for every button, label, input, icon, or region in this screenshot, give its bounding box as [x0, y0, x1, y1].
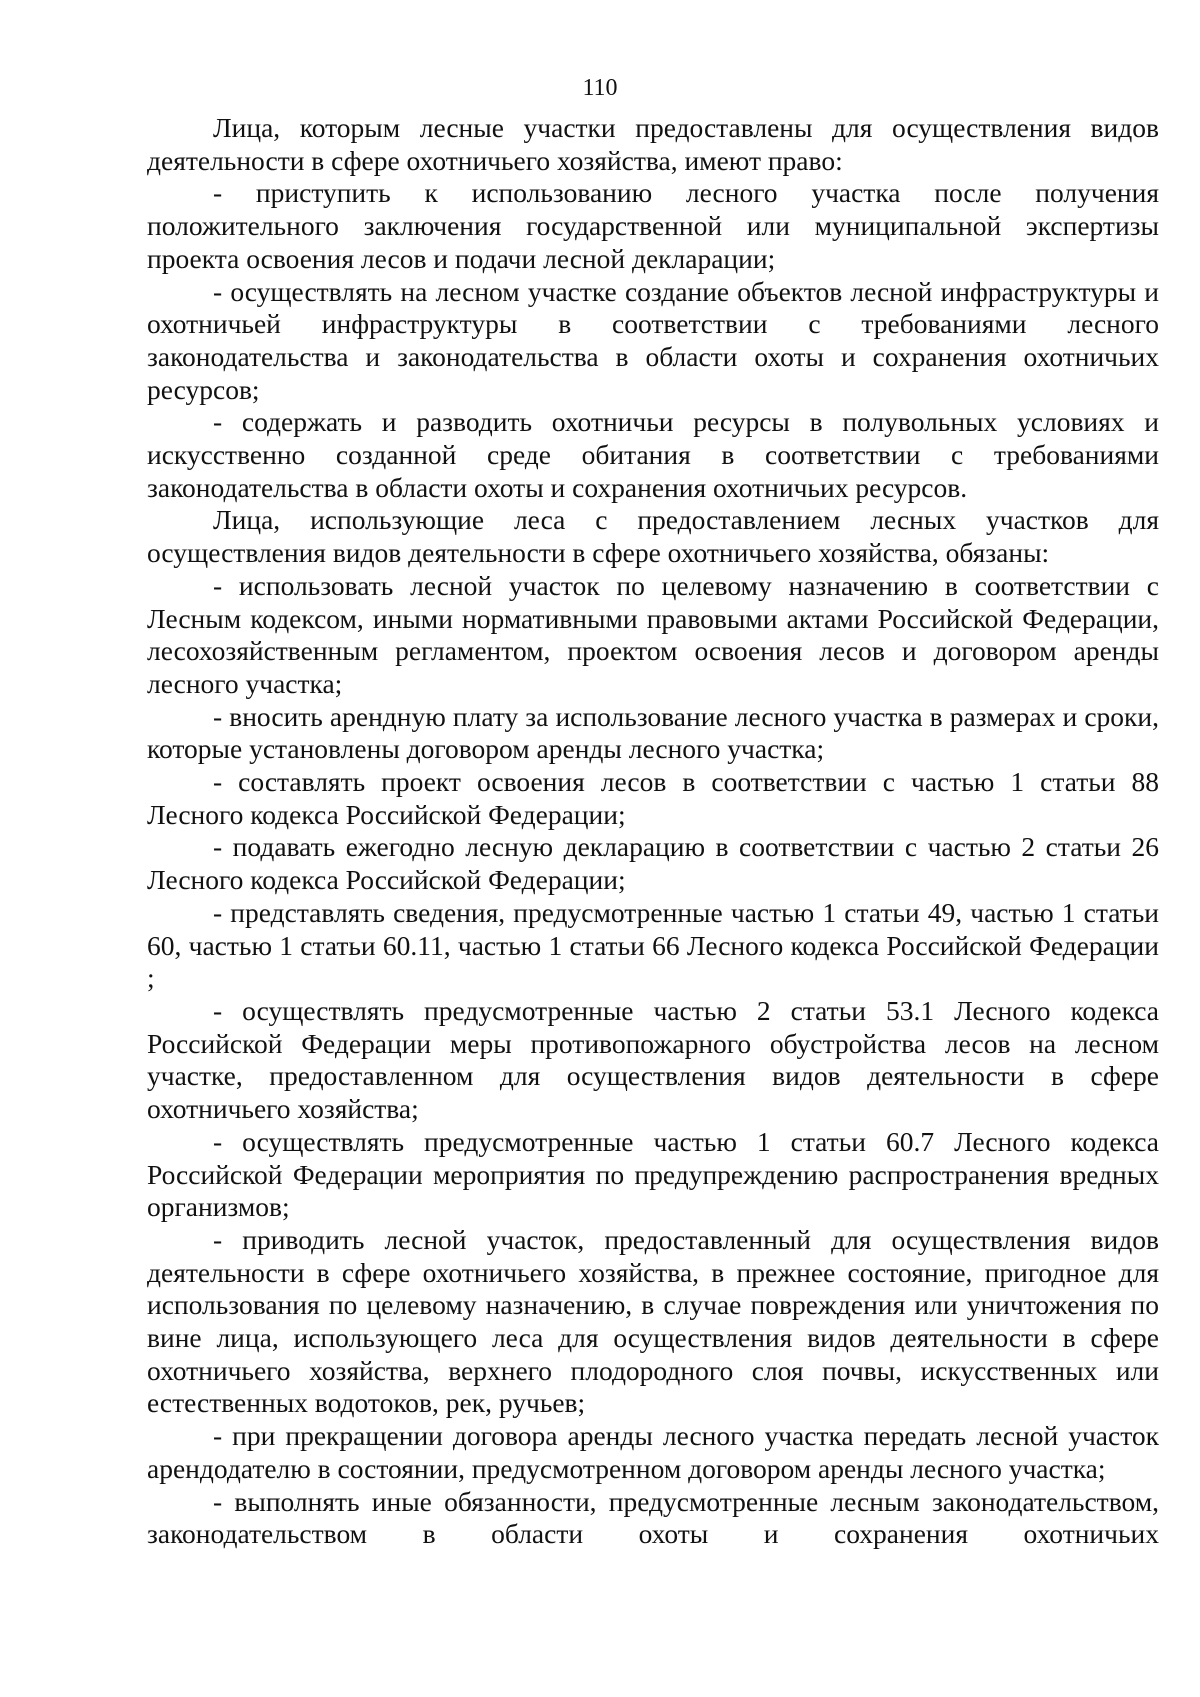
paragraph-right-breeding: - содержать и разводить охотничьи ресурсы в полувольных условиях и искусственно созданной среде обитания в соответствии с требованиями законодательства в области охоты и сохранения охотничьих ресурсов. [147, 406, 1159, 503]
paragraph-obligation-declaration: - подавать ежегодно лесную декларацию в соответствии с частью 2 статьи 26 Лесного кодекса Российской Федерации; [147, 831, 1159, 896]
paragraph-obligation-pests: - осуществлять предусмотренные частью 1 статьи 60.7 Лесного кодекса Российской Федерации мероприятия по предупреждению распространения вредных организмов; [147, 1125, 1159, 1223]
paragraph-obligation-rent: - вносить арендную плату за использование лесного участка в размерах и сроки, которые установлены договором аренды лесного участка; [147, 700, 1159, 765]
paragraph-rights-intro: Лица, которым лесные участки предоставлены для осуществления видов деятельности в сфере охотничьего хозяйства, имеют право: [147, 112, 1159, 176]
document-body [147, 112, 1159, 1551]
paragraph-obligation-restoration: - приводить лесной участок, предоставленный для осуществления видов деятельности в сфере охотничьего хозяйства, в прежнее состояние, пригодное для использования по целевому назначению, в случае повреждения или уничтожения по вине лица, использующего леса для осуществления видов деятельности в сфере охотничьего хозяйства, верхнего плодородного слоя почвы, искусственных или естественных водотоков, рек, ручьев; [147, 1223, 1159, 1419]
paragraph-obligation-fire-safety: - осуществлять предусмотренные частью 2 статьи 53.1 Лесного кодекса Российской Федерации меры противопожарного обустройства лесов на лесном участке, предоставленном для осуществления видов деятельности в сфере охотничьего хозяйства; [147, 994, 1159, 1125]
paragraph-obligation-purpose: - использовать лесной участок по целевому назначению в соответствии с Лесным кодексом, иными нормативными правовыми актами Российской Федерации, лесохозяйственным регламентом, проектом освоения лесов и договором аренды лесного участка; [147, 569, 1159, 699]
paragraph-obligation-return: - при прекращении договора аренды лесного участка передать лесной участок арендодателю в состоянии, предусмотренном договором аренды лесного участка; [147, 1420, 1159, 1484]
page-number: 110 [582, 75, 618, 101]
paragraph-obligation-project: - составлять проект освоения лесов в соответствии с частью 1 статьи 88 Лесного кодекса Российской Федерации; [147, 766, 1159, 830]
paragraph-obligation-reports: - представлять сведения, предусмотренные частью 1 статьи 49, частью 1 статьи 60, частью 1 статьи 60.11, частью 1 статьи 66 Лесного кодекса Российской Федерации ; [147, 896, 1159, 994]
paragraph-obligations-intro: Лица, использующие леса с предоставлением лесных участков для осуществления видов деятельности в сфере охотничьего хозяйства, обязаны: [147, 504, 1159, 569]
paragraph-right-infrastructure: - осуществлять на лесном участке создание объектов лесной инфраструктуры и охотничьей инфраструктуры в соответствии с требованиями лесного законодательства и законодательства в области охоты и сохранения охотничьих ресурсов; [147, 275, 1159, 405]
paragraph-obligation-other: - выполнять иные обязанности, предусмотренные лесным законодательством, законодательством в области охоты и сохранения охотничьих [147, 1485, 1159, 1550]
paragraph-right-start-use: - приступить к использованию лесного участка после получения положительного заключения государственной или муниципальной экспертизы проекта освоения лесов и подачи лесной декларации; [147, 177, 1159, 274]
